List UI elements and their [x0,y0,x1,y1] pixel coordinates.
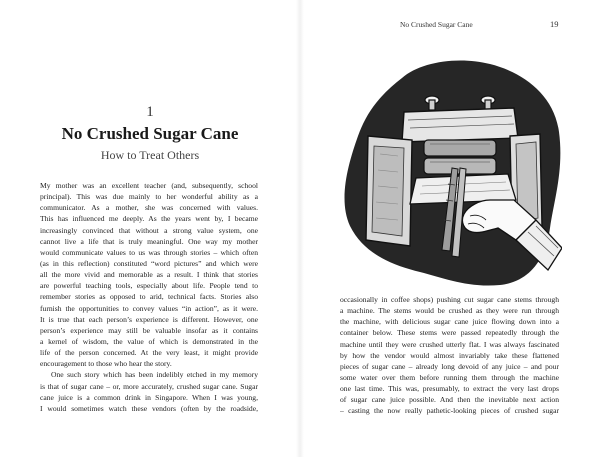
chapter-title: No Crushed Sugar Cane [61,124,239,143]
text-line: (as in this reflection) constituted “word pictures” and which were [40,258,258,268]
text-line: pieces of sugar cane – already long devoid of any juice – and pour [340,361,559,371]
text-line: person’s experience may still be valuable insofar as it contains [40,325,258,335]
text-line: communicator. As a mother, she was concerned with values. [40,203,258,213]
text-line: remember stories as opposed to arid, technical facts. Stories also [40,292,258,302]
text-line: all the more vivid and memorable as a result. I think that stories [40,270,258,280]
text-line: – casting the now really pathetic-looking pieces of crushed sugar [340,406,559,416]
text-line: I would sometimes watch these vendors (often by the roadside, [40,403,258,413]
text-line: container below. These stems were passed repeatedly through the [340,328,559,338]
text-line: is that of sugar cane – or, more accurately, crushed sugar cane. Sugar [40,381,258,391]
text-line: life of the person concerned. At the very least, it might provide [40,348,258,358]
text-line: some water over them before running them through the machine [340,372,559,382]
text-line: cane juice is a common drink in Singapore. When I was young, [40,392,258,402]
sugar-cane-press-illustration [340,50,562,288]
text-line: by how the vendor would almost invariably take these flattened [340,350,559,360]
text-line: increasingly convinced that without a strong value system, one [40,225,258,235]
text-line: principal). This was due mainly to her wonderful ability as a [40,192,258,202]
text-line: furnish the opportunities to convey values “in action”, as it were. [40,303,258,313]
chapter-subtitle: How to Treat Others [100,148,200,162]
running-head: No Crushed Sugar Cane [400,20,473,29]
press-machine-top [402,108,518,142]
text-line: cannot live a life that is truly meaningful. One way my mother [40,236,258,246]
text-line: the machine, with delicious sugar cane juice flowing down into a [340,317,559,327]
text-line: One such story which has been indelibly etched in my memory [51,370,258,380]
text-line: would communicate values to us was through stories – which often [40,247,258,257]
text-line: of sugar cane juice possible. And then the inevitable next action [340,395,559,405]
text-line: a kernel of wisdom, the value of which is demonstrated in the [40,336,258,346]
text-line: encouragement to those who hear the story. [40,359,172,369]
text-line: one last time. This was, presumably, to extract the very last drops [340,384,559,394]
page-number: 19 [550,19,559,29]
text-line: It is true that each person’s experience is different. However, one [40,314,258,324]
text-line: This has influenced me deeply. As the years went by, I became [40,214,258,224]
text-line: machine until they were crushed utterly flat. I was always fascinated [340,339,559,349]
chapter-number: 1 [146,104,154,120]
right-body-text [340,294,559,417]
text-line: a machine. The stems would be crushed as they were run through [340,306,559,316]
text-line: My mother was an excellent teacher (and, subsequently, school [40,181,258,190]
text-line: are powerful teaching tools, especially about life. People tend to [40,281,258,291]
left-body-text [40,180,258,414]
text-line: occasionally in coffee shops) pushing cut sugar cane stems through [340,295,559,304]
